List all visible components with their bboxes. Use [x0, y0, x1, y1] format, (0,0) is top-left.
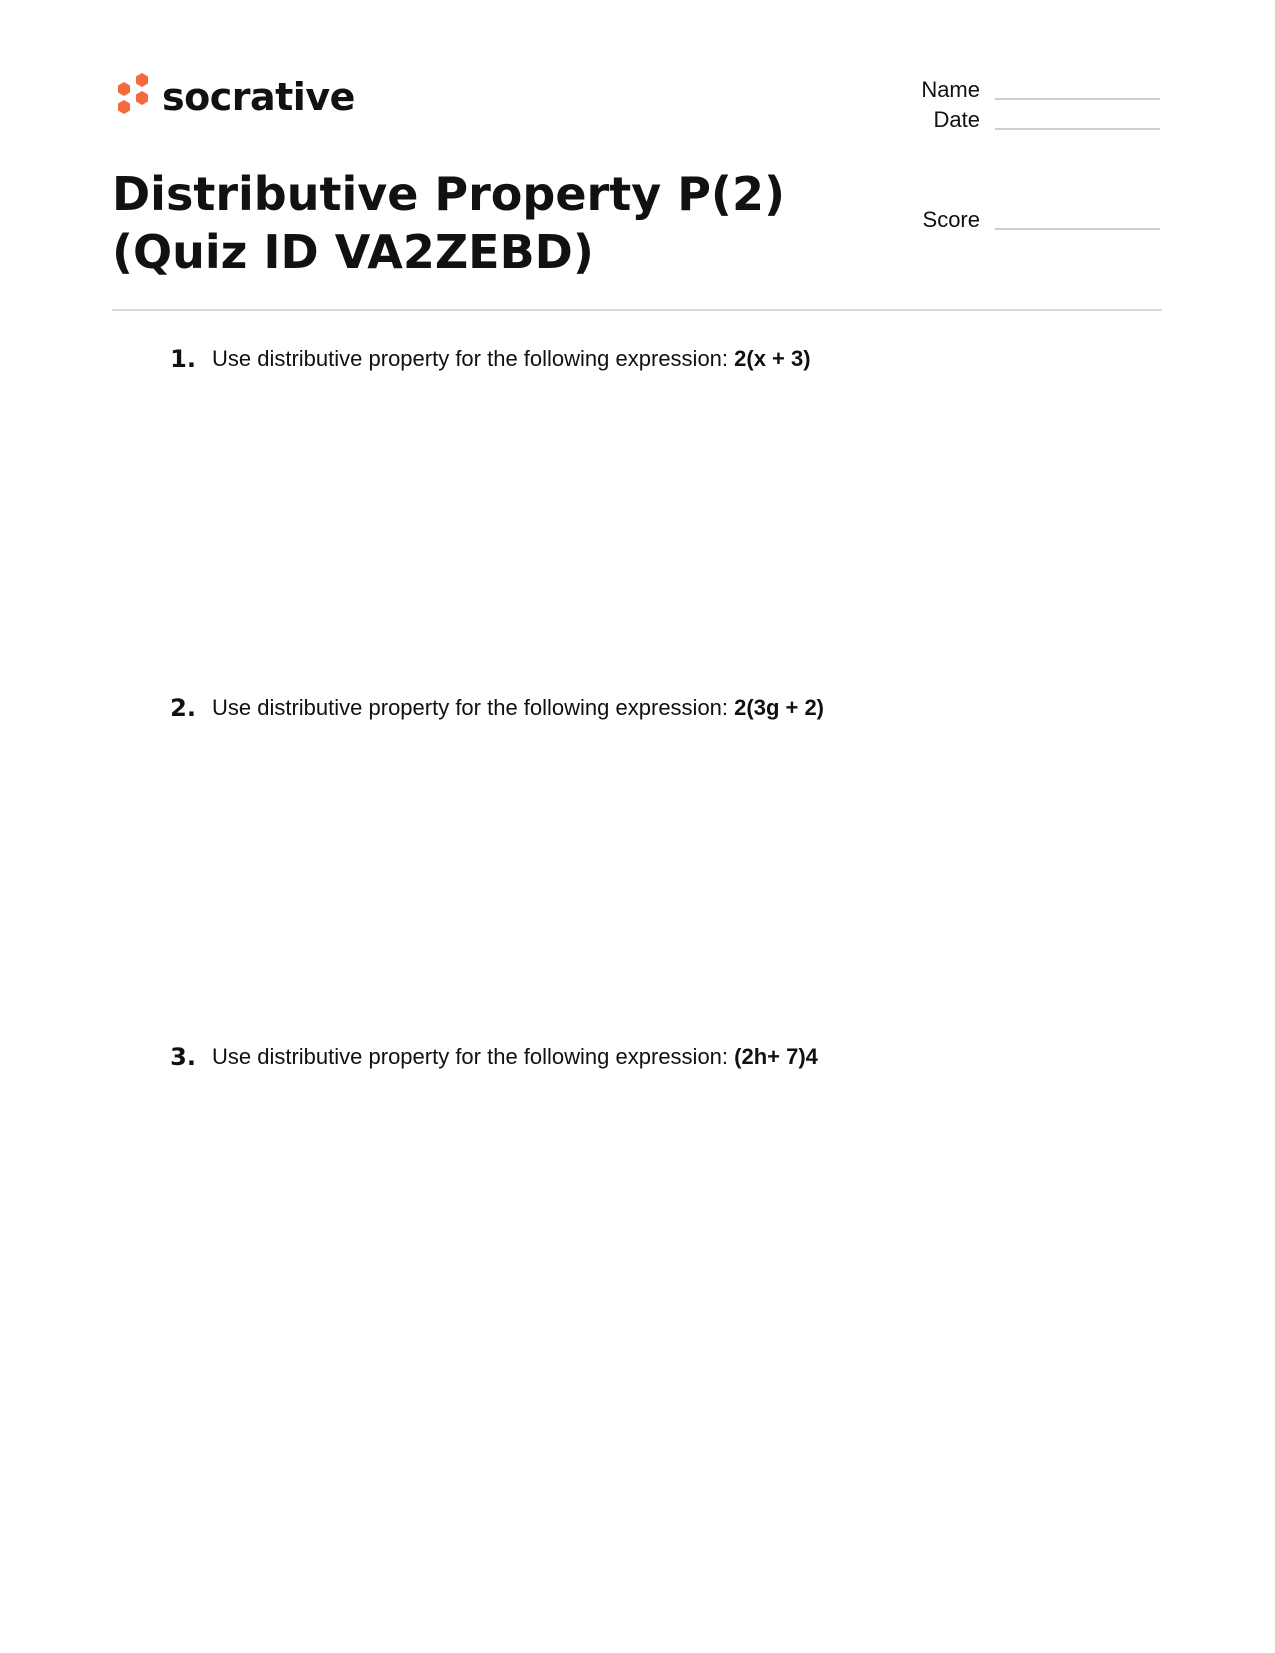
name-label: Name	[921, 77, 980, 102]
score-field[interactable]	[880, 206, 1160, 236]
date-field[interactable]	[880, 106, 1160, 136]
question-expression: 2(x + 3)	[734, 346, 811, 371]
date-line[interactable]	[995, 128, 1160, 130]
question-prompt	[212, 343, 811, 375]
page-title: Distributive Property P(2) (Quiz ID VA2ZEBD)	[112, 167, 785, 279]
question-number: 1.	[170, 345, 196, 373]
name-line[interactable]	[995, 98, 1160, 100]
question-expression: (2h+ 7)4	[734, 1044, 818, 1069]
question-text: Use distributive property for the following expression:	[212, 1044, 735, 1069]
question-3	[160, 1041, 1160, 1073]
header-divider	[112, 309, 1162, 311]
question-expression: 2(3g + 2)	[734, 695, 825, 720]
question-1	[160, 343, 1160, 375]
logo-wordmark: socrative	[162, 75, 355, 119]
score-label: Score	[922, 207, 980, 232]
question-prompt	[212, 1041, 818, 1073]
date-label: Date	[933, 107, 980, 132]
question-number: 3.	[170, 1043, 196, 1071]
socrative-logo	[112, 72, 355, 122]
socrative-hexagon-icon	[112, 72, 152, 122]
question-number: 2.	[170, 694, 196, 722]
question-prompt	[212, 692, 824, 724]
question-text: Use distributive property for the following expression:	[212, 346, 735, 371]
question-2	[160, 692, 1160, 724]
question-text: Use distributive property for the following expression:	[212, 695, 735, 720]
name-field[interactable]	[880, 76, 1160, 106]
score-line[interactable]	[995, 228, 1160, 230]
